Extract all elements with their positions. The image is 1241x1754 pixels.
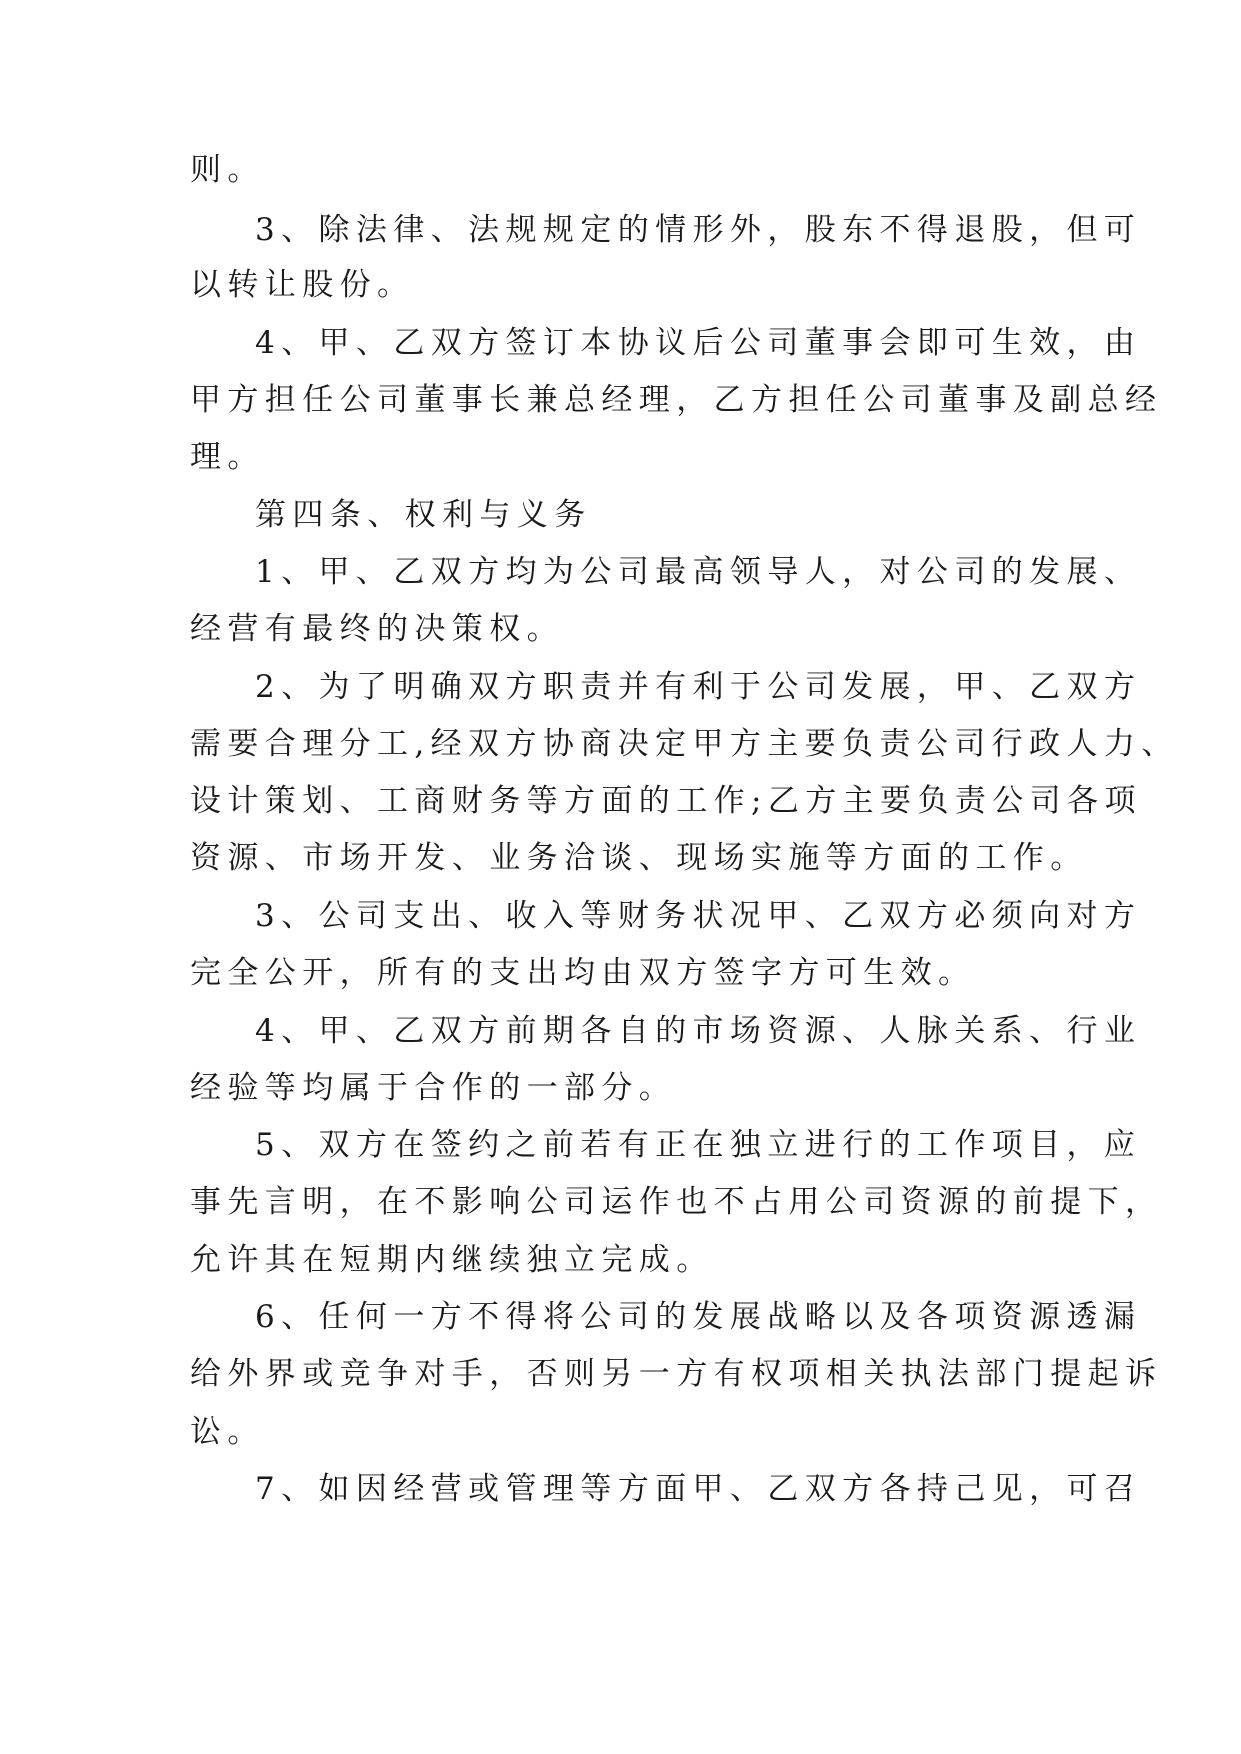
text-line: 完全公开，所有的支出均由双方签字方可生效。 — [190, 955, 976, 991]
text-line: 7、如因经营或管理等方面甲、乙双方各持己见，可召 — [255, 1471, 1142, 1507]
text-line: 资源、市场开发、业务洽谈、现场实施等方面的工作。 — [190, 840, 1088, 876]
text-line: 给外界或竞争对手，否则另一方有权项相关执法部门提起诉 — [190, 1356, 1163, 1392]
text-line: 3、除法律、法规规定的情形外，股东不得退股，但可 — [255, 212, 1142, 248]
text-line: 经营有最终的决策权。 — [190, 611, 564, 647]
text-line: 5、双方在签约之前若有正在独立进行的工作项目，应 — [255, 1127, 1142, 1163]
text-line: 经验等均属于合作的一部分。 — [190, 1070, 677, 1106]
text-line: 则。 — [190, 152, 265, 188]
text-line: 理。 — [190, 439, 265, 475]
text-line: 4、甲、乙双方签订本协议后公司董事会即可生效，由 — [255, 325, 1142, 361]
text-line: 事先言明，在不影响公司运作也不占用公司资源的前提下， — [190, 1184, 1163, 1220]
text-line: 讼。 — [190, 1414, 265, 1450]
text-line: 允许其在短期内继续独立完成。 — [190, 1242, 714, 1278]
text-line: 1、甲、乙双方均为公司最高领导人，对公司的发展、 — [255, 554, 1142, 590]
text-line: 4、甲、乙双方前期各自的市场资源、人脉关系、行业 — [255, 1013, 1142, 1049]
section-heading: 第四条、权利与义务 — [255, 497, 592, 533]
text-line: 3、公司支出、收入等财务状况甲、乙双方必须向对方 — [255, 898, 1142, 934]
text-line: 以转让股份。 — [190, 267, 415, 303]
text-line: 甲方担任公司董事长兼总经理，乙方担任公司董事及副总经 — [190, 382, 1163, 418]
text-line: 2、为了明确双方职责并有利于公司发展，甲、乙双方 — [255, 669, 1142, 705]
text-line: 6、任何一方不得将公司的发展战略以及各项资源透漏 — [255, 1299, 1142, 1335]
text-line: 设计策划、工商财务等方面的工作;乙方主要负责公司各项 — [190, 783, 1142, 819]
text-line: 需要合理分工,经双方协商决定甲方主要负责公司行政人力、 — [190, 726, 1179, 762]
